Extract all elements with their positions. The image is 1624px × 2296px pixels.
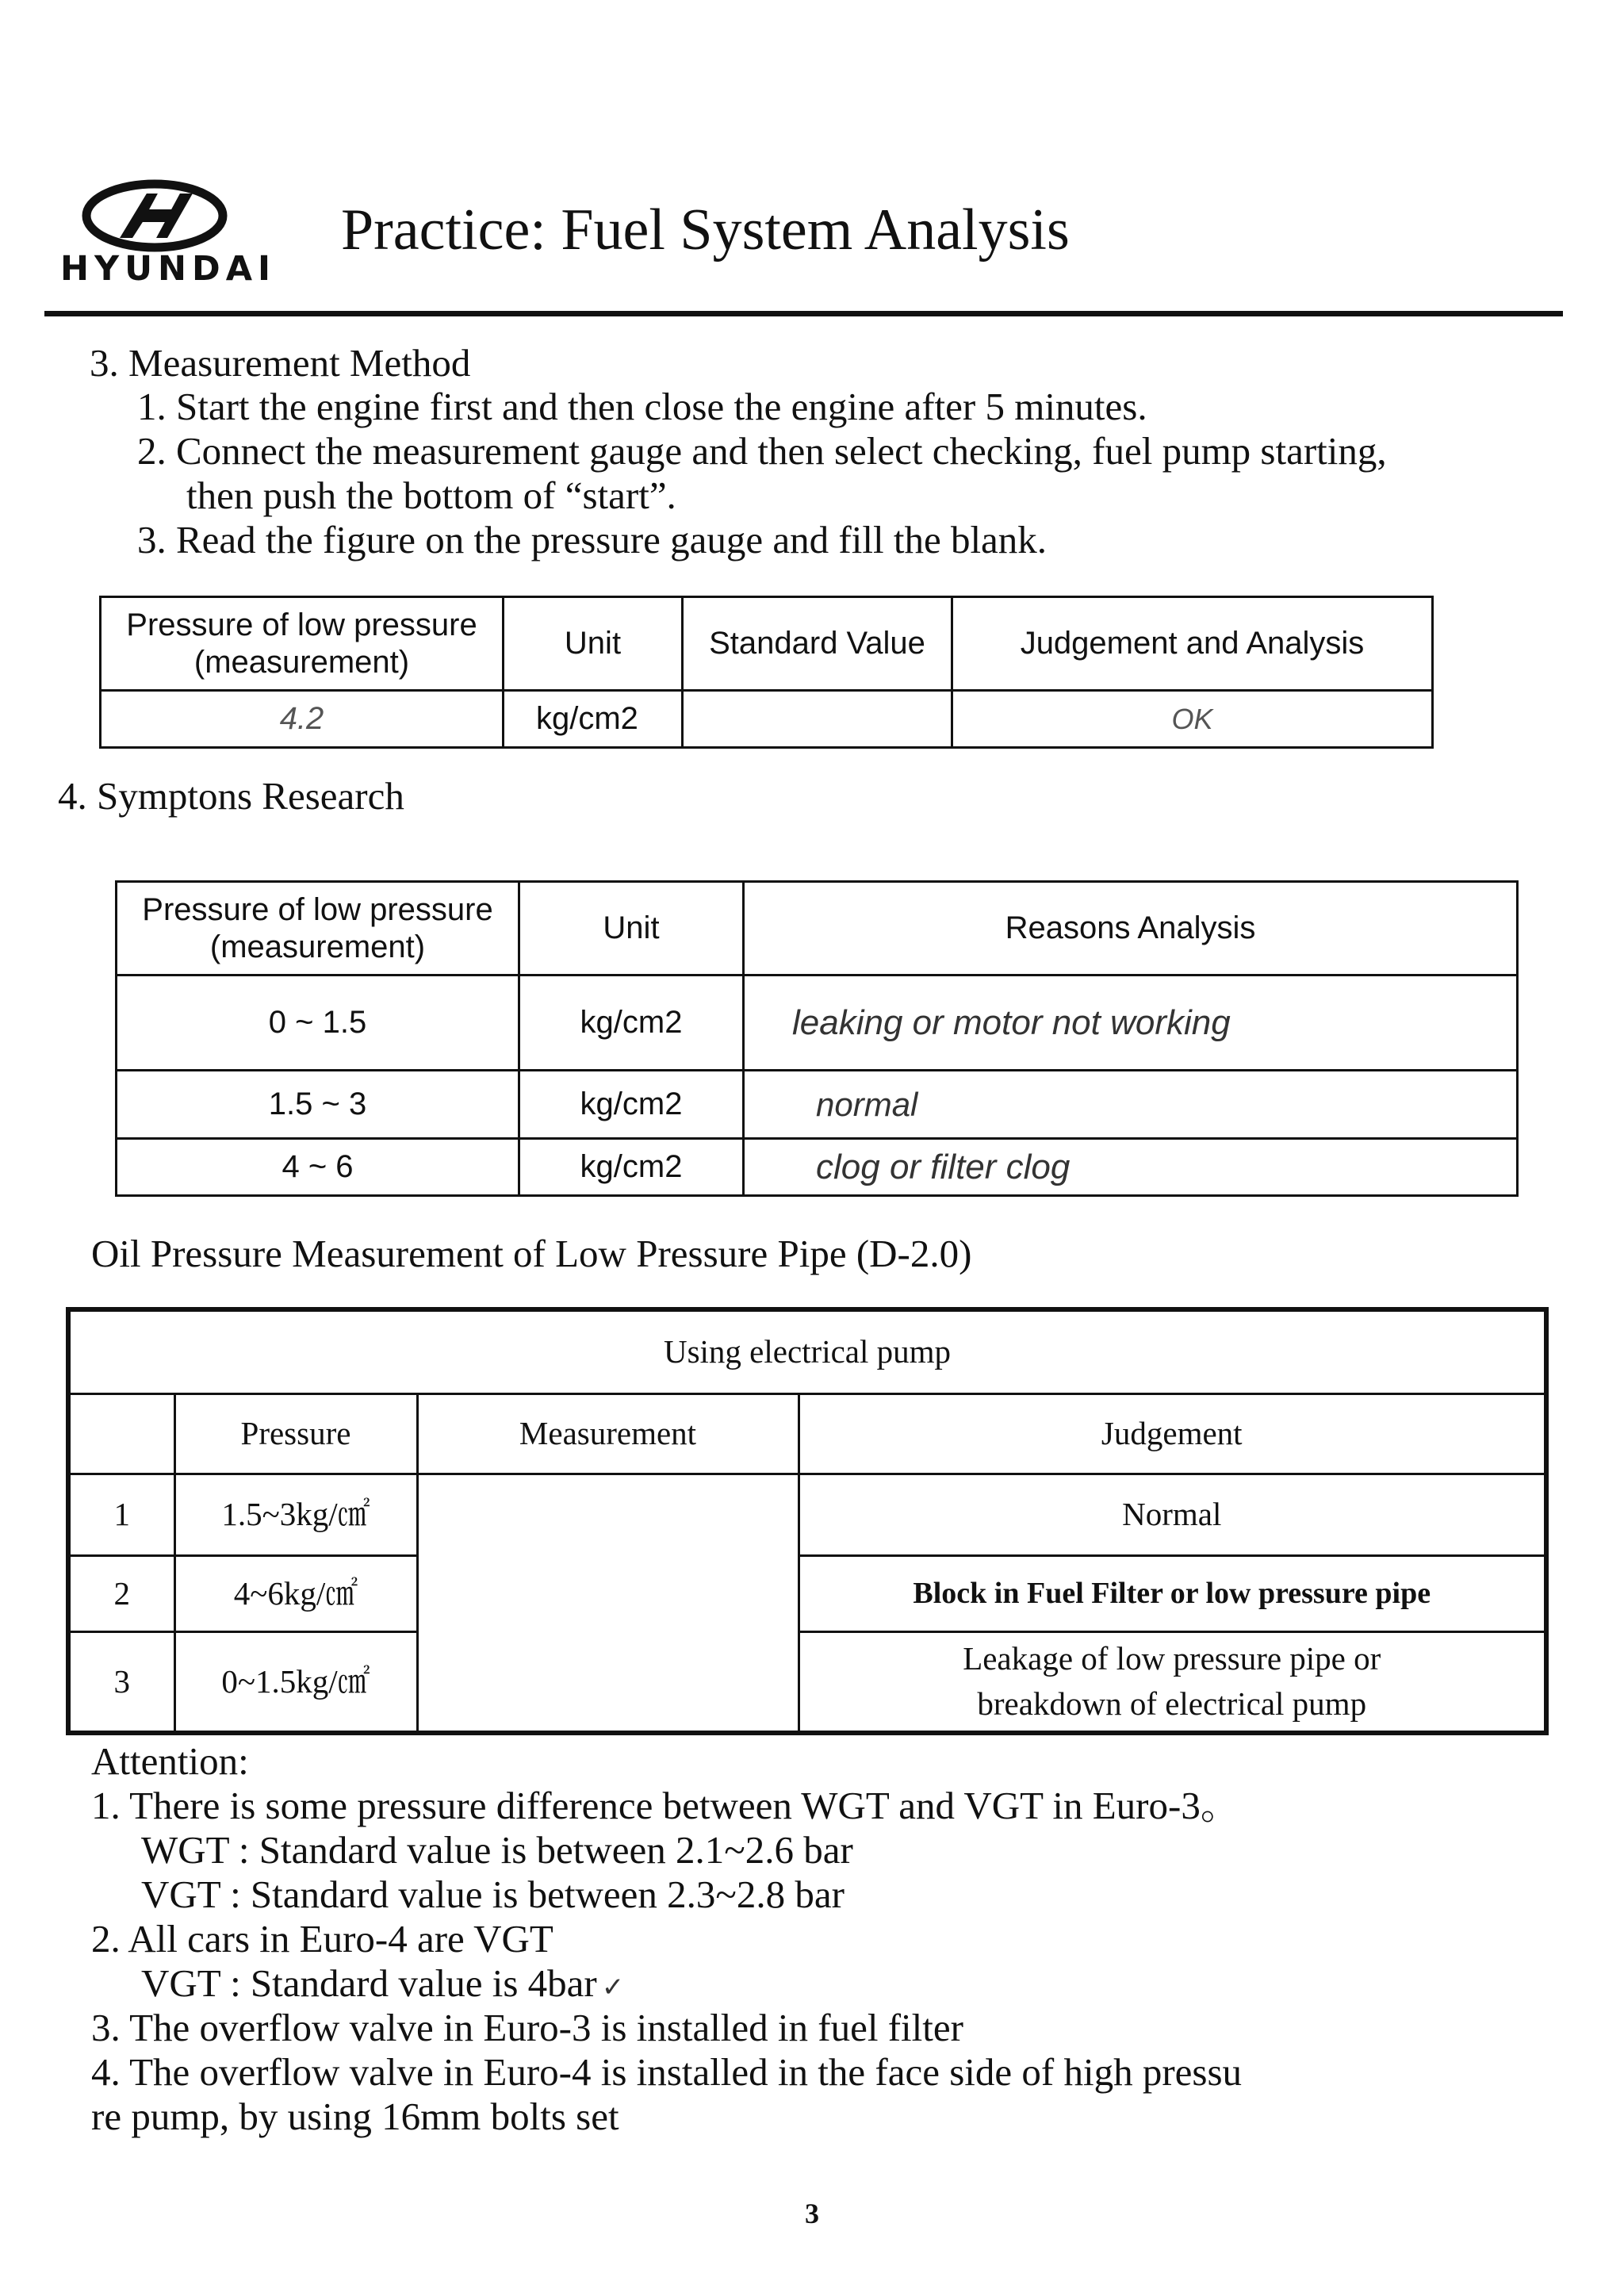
unit-cell: kg/cm2	[519, 1139, 744, 1196]
hyundai-logo-text: HYUNDAI	[60, 249, 276, 289]
pressure-cell: 0~1.5kg/㎠	[174, 1631, 417, 1733]
attention-line: 3. The overflow valve in Euro-3 is installed in fuel filter	[91, 2006, 963, 2049]
handwritten-reason: leaking or motor not working	[744, 976, 1518, 1071]
column-header: Measurement	[417, 1393, 799, 1474]
handwritten-reason: normal	[744, 1071, 1518, 1139]
judgement-cell: Block in Fuel Filter or low pressure pipe	[799, 1555, 1546, 1631]
method-step: 1. Start the engine first and then close the engine after 5 minutes.	[137, 385, 1147, 428]
column-header: Judgement	[799, 1393, 1546, 1474]
column-header: Reasons Analysis	[744, 882, 1518, 976]
column-header	[68, 1393, 174, 1474]
unit-cell: kg/cm2	[519, 1071, 744, 1139]
judgement-cell: Normal	[799, 1474, 1546, 1555]
column-header: Judgement and Analysis	[952, 597, 1433, 691]
handwritten-reason: clog or filter clog	[744, 1139, 1518, 1196]
attention-line: re pump, by using 16mm bolts set	[91, 2095, 619, 2138]
column-header: Unit	[519, 882, 744, 976]
range-cell: 1.5 ~ 3	[117, 1071, 519, 1139]
method-step: then push the bottom of “start”.	[186, 473, 676, 517]
section-heading: 3. Measurement Method	[90, 341, 471, 385]
table-row	[117, 1071, 1518, 1139]
column-header: Unit	[504, 597, 683, 691]
attention-line: 2. All cars in Euro-4 are VGT	[91, 1917, 553, 1961]
hyundai-logo-emblem	[79, 176, 230, 255]
page-title: Practice: Fuel System Analysis	[341, 197, 1070, 263]
attention-line: VGT : Standard value is 4bar ✓	[141, 1961, 625, 2005]
row-number: 3	[68, 1631, 174, 1733]
oil-pressure-table	[66, 1307, 1549, 1735]
method-step: 3. Read the figure on the pressure gauge and fill the blank.	[137, 518, 1048, 562]
attention-heading: Attention:	[91, 1739, 249, 1783]
row-number: 1	[68, 1474, 174, 1555]
measurement-cell	[417, 1474, 799, 1733]
method-step: 2. Connect the measurement gauge and then select checking, fuel pump starting,	[137, 429, 1387, 473]
standard-value-cell	[683, 691, 952, 748]
table-title-row	[68, 1309, 1546, 1393]
page-number: 3	[805, 2198, 819, 2229]
range-cell: 0 ~ 1.5	[117, 976, 519, 1071]
handwritten-check-mark: ✓	[601, 1972, 625, 2003]
handwritten-judgement: OK	[952, 691, 1433, 748]
column-header: Pressure of low pressure (measurement)	[117, 882, 519, 976]
judgement-cell: Leakage of low pressure pipe or breakdown of electrical pump	[799, 1631, 1546, 1733]
pressure-cell: 1.5~3kg/㎠	[174, 1474, 417, 1555]
table-row	[68, 1631, 1546, 1733]
row-number: 2	[68, 1555, 174, 1631]
measurement-table	[99, 596, 1434, 749]
unit-cell: kg/cm2	[504, 691, 683, 748]
unit-cell: kg/cm2	[519, 976, 744, 1071]
table-title: Using electrical pump	[68, 1309, 1546, 1393]
table-header-row	[101, 597, 1433, 691]
range-cell: 4 ~ 6	[117, 1139, 519, 1196]
attention-line: VGT : Standard value is between 2.3~2.8 bar	[141, 1872, 845, 1916]
table-row	[117, 976, 1518, 1071]
table-row	[68, 1555, 1546, 1631]
table-caption: Oil Pressure Measurement of Low Pressure Pipe (D-2.0)	[91, 1232, 972, 1275]
section-heading: 4. Symptons Research	[58, 774, 404, 818]
symptoms-table	[115, 880, 1519, 1197]
table-row	[101, 691, 1433, 748]
table-row	[68, 1474, 1546, 1555]
table-row	[117, 1139, 1518, 1196]
handwritten-measurement: 4.2	[101, 691, 504, 748]
attention-line: 1. There is some pressure difference between WGT and VGT in Euro-3。	[91, 1784, 1239, 1827]
table-header-row	[68, 1393, 1546, 1474]
column-header: Pressure	[174, 1393, 417, 1474]
attention-line: WGT : Standard value is between 2.1~2.6 bar	[141, 1828, 853, 1872]
column-header: Standard Value	[683, 597, 952, 691]
column-header: Pressure of low pressure (measurement)	[101, 597, 504, 691]
pressure-cell: 4~6kg/㎠	[174, 1555, 417, 1631]
attention-line: 4. The overflow valve in Euro-4 is installed in the face side of high pressu	[91, 2050, 1243, 2094]
header-rule	[44, 311, 1563, 316]
table-header-row	[117, 882, 1518, 976]
